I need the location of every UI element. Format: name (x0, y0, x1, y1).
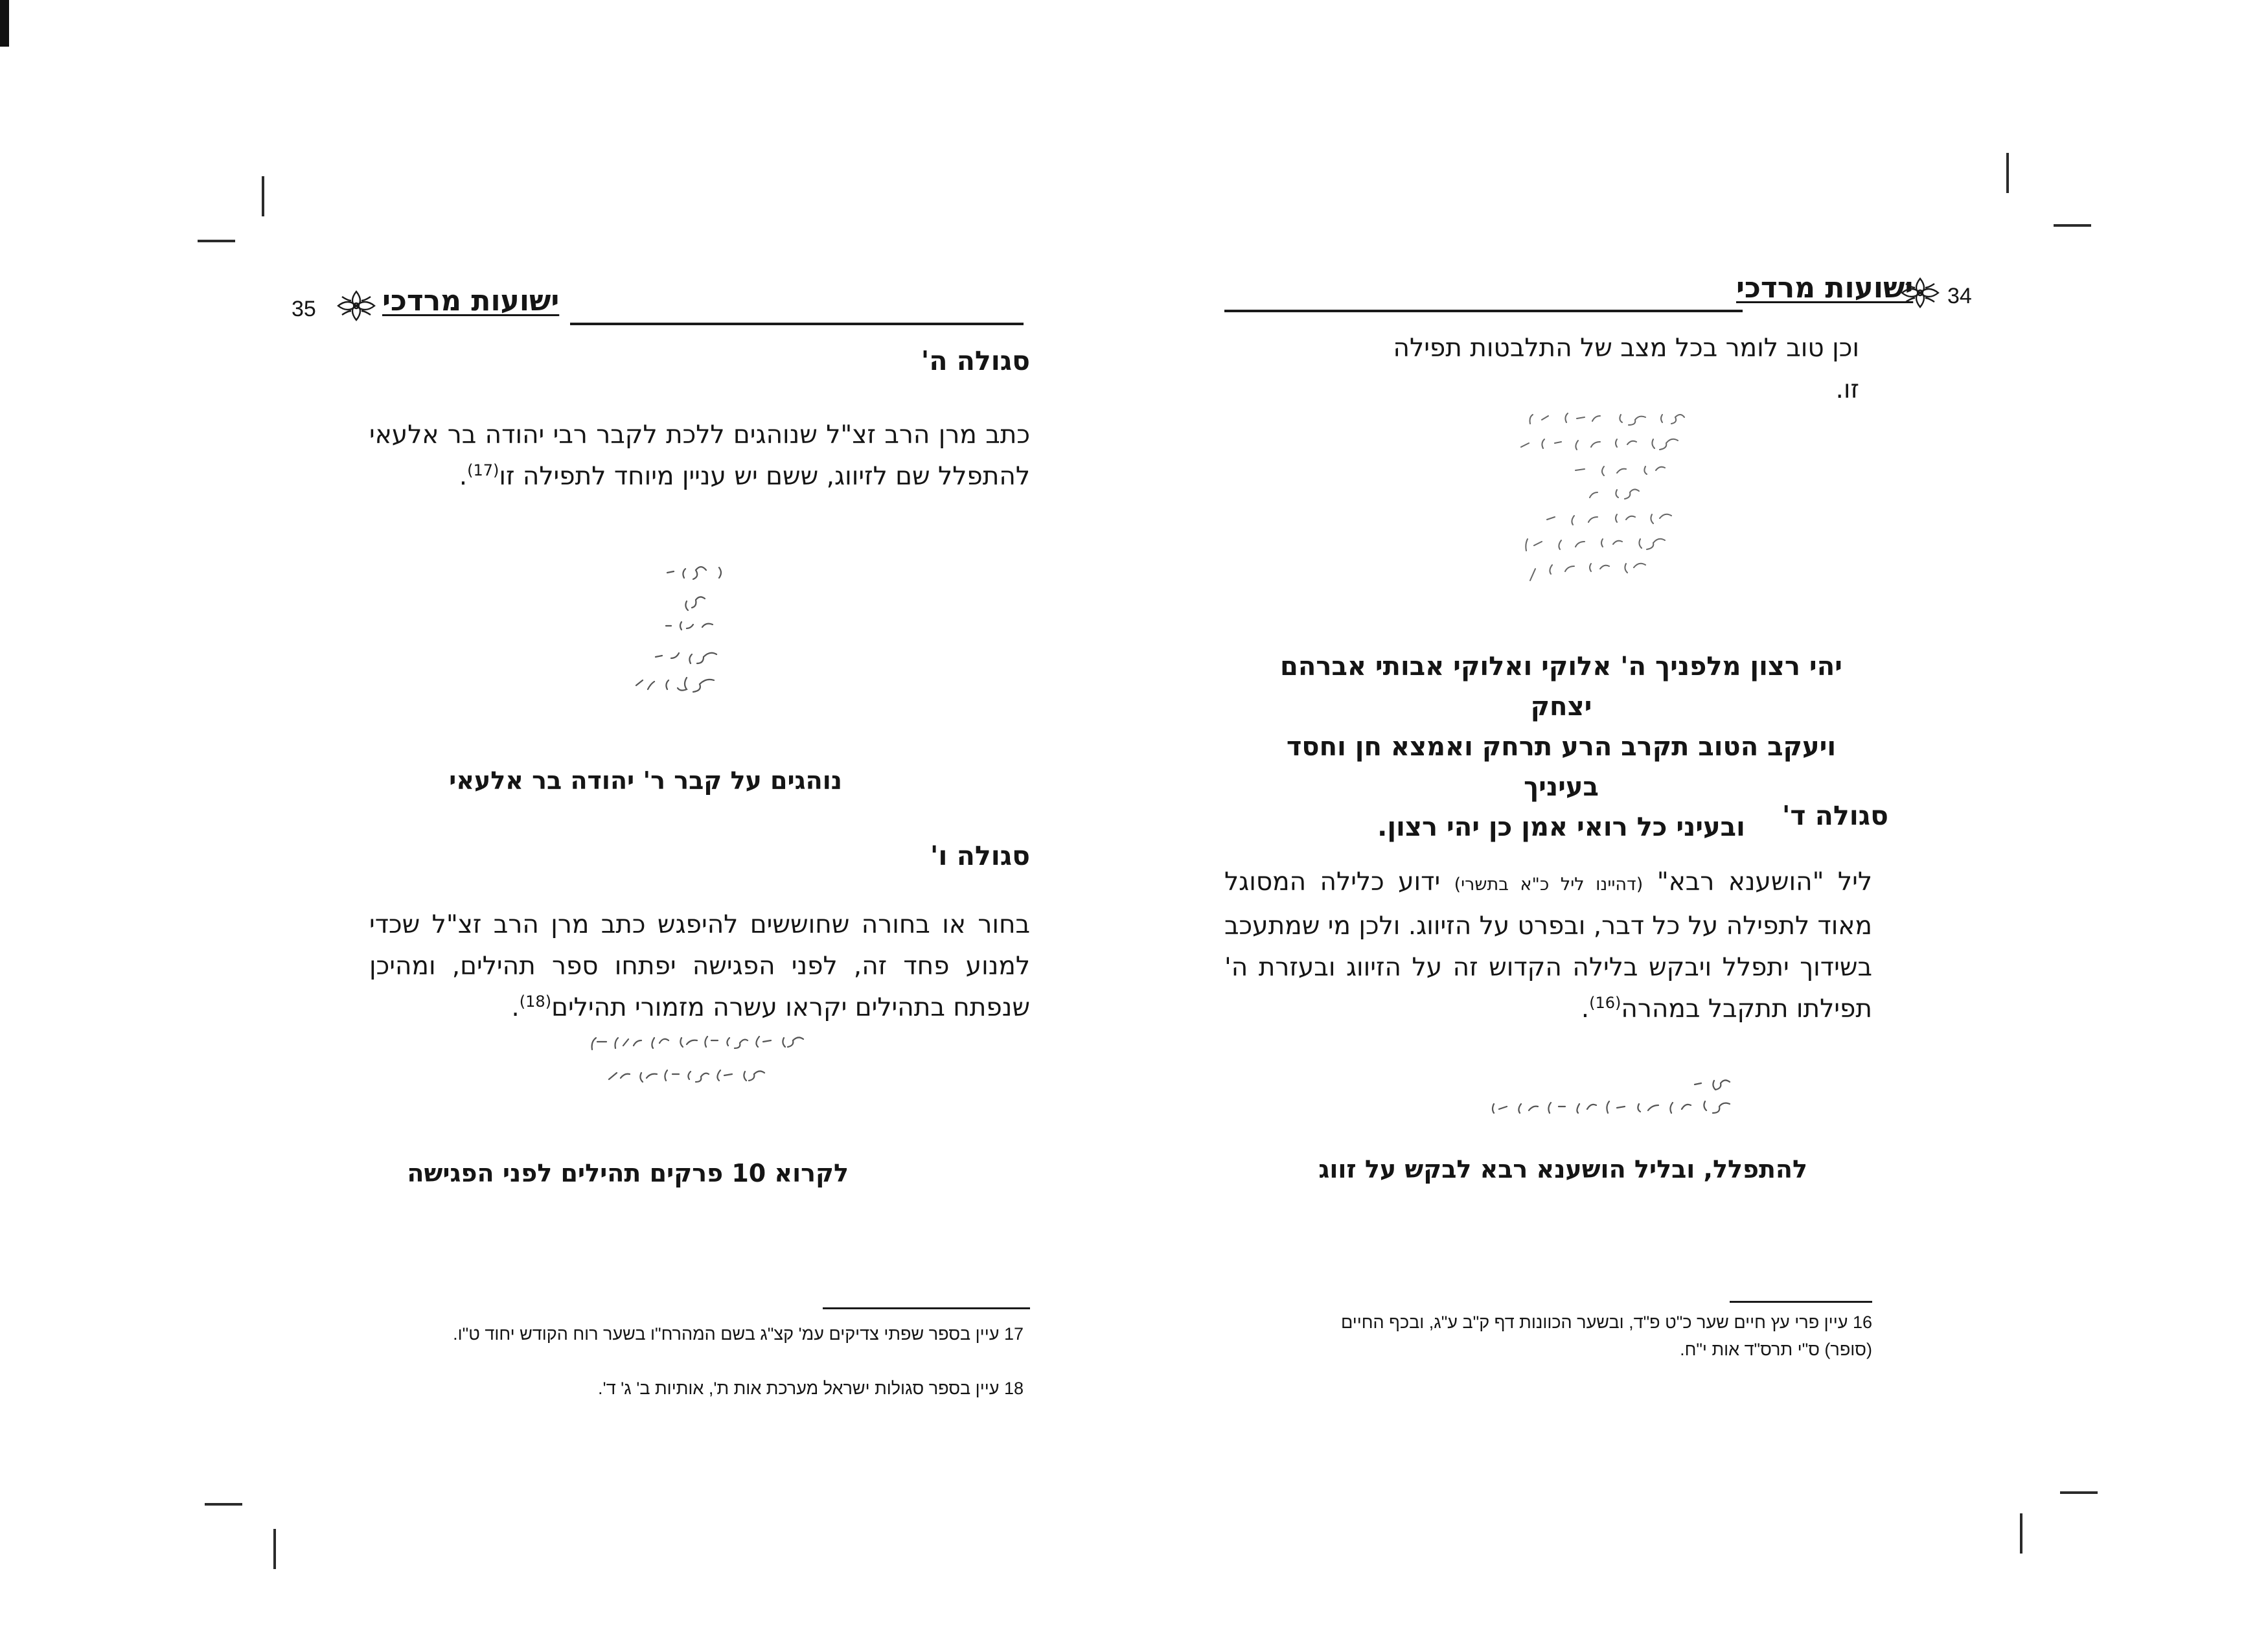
book-title: ישועות מרדכי (1736, 271, 1914, 304)
footnote-number: 16 (1852, 1313, 1872, 1332)
footnote-text: עיין בספר סגולות ישראל מערכת אות ת', אותיות ב' ג' ד'. (598, 1379, 1000, 1398)
prayer-block (1263, 647, 1859, 847)
crop-mark (2060, 1491, 2098, 1494)
footnote-reference: (18) (519, 992, 552, 1011)
body-parenthetical: (דהיינו ליל כ"א בתשרי) (1454, 875, 1644, 895)
image-caption: נוהגים על קבר ר' יהודה בר אלעאי (449, 766, 842, 795)
page-header (1224, 271, 1972, 330)
header-rule (1224, 310, 1743, 312)
crop-mark (205, 1503, 242, 1506)
header-rule (570, 323, 1024, 325)
footnote (389, 1320, 1024, 1348)
section-title: סגולה ו' (930, 840, 1030, 871)
prayer-line: ויעקב הטוב תקרב הרע תרחק ואמצא חן וחסד בעיניך (1286, 732, 1837, 802)
left-page (285, 272, 1030, 1438)
section-title: סגולה ד' (1781, 800, 1888, 831)
footnote-number: 18 (1003, 1379, 1024, 1398)
crop-mark (2054, 224, 2091, 227)
image-caption: לקרוא 10 פרקים תהילים לפני הפגישה (407, 1159, 849, 1187)
prayer-line: ובעיני כל רואי אמן כן יהי רצון. (1377, 812, 1745, 842)
section-body: בחור או בחורה שחוששים להיפגש כתב מרן הרב זצ"ל שכדי למנוע פחד זה, לפני הפגישה יפתחו ספר תהילים, ומהיכן שנפתח בתהילים יקראו עשרה מזמורי תהילים$^{(18)}$. (369, 910, 1030, 1022)
footnote-text: עיין פרי עץ חיים שער כ"ט פ"ד, ובשער הכוונות דף ק"ב ע"ג, ובכף החיים (סופר) ס"י תרס"ד אות י"ח. (1340, 1313, 1872, 1359)
section-body: כתב מרן הרב זצ"ל שנוהגים ללכת לקבר רבי יהודה בר אלעאי להתפלל שם לזיווג, ששם יש עניין מיוחד לתפילה זו$^{(17)}$. (369, 420, 1030, 491)
crop-mark (2020, 1513, 2022, 1554)
footnote-number: 17 (1003, 1324, 1024, 1344)
handwritten-note-image (609, 557, 739, 706)
book-title: ישועות מרדכי (382, 284, 560, 317)
page-number: 34 (1947, 284, 1972, 308)
right-page (1224, 271, 1972, 1438)
body-text: בחור או בחורה שחוששים להיפגש כתב מרן הרב זצ"ל שכדי למנוע פחד זה, לפני הפגישה יפתחו ספר תהילים, ומהיכן שנפתח בתהילים יקראו עשרה מזמורי תהילים (369, 910, 1030, 1022)
section-title: סגולה ה' (921, 345, 1030, 376)
body-text: כתב מרן הרב זצ"ל שנוהגים ללכת לקבר רבי יהודה בר אלעאי להתפלל שם לזיווג, ששם יש עניין מיוחד לתפילה זו (369, 420, 1030, 491)
footnote-rule (1730, 1301, 1872, 1303)
page-header (285, 272, 1030, 330)
handwritten-note-image (570, 1026, 816, 1104)
footnote-rule (823, 1307, 1030, 1309)
crop-mark (273, 1529, 276, 1569)
footnote-text: עיין בספר שפתי צדיקים עמ' קצ"ג בשם המהרח"ו בשער רוח הקודש יחוד ט"ו. (453, 1324, 1000, 1344)
scan-edge-mark (0, 0, 9, 47)
body-text: ליל "הושענא רבא" (1656, 867, 1872, 897)
image-caption: להתפלל, ובליל הושענא רבא לבקש על זווג (1318, 1155, 1807, 1184)
crop-mark (2006, 153, 2009, 193)
body-text: ידוע כלילה המסוגל מאוד לתפילה על כל דבר, ובפרט על הזיווג. ולכן מי שמתעכב בשידוך יתפלל ויבקש בלילה הקדוש זה על הזיווג ובעזרת ה' תפילתו תתקבל במהרה (1224, 867, 1872, 1024)
footnote (389, 1375, 1024, 1402)
section-body: ליל "הושענא רבא" (דהיינו ליל כ"א בתשרי) ידוע כלילה המסוגל מאוד לתפילה על כל דבר, ובפרט על הזיווג. ולכן מי שמתעכב בשידוך יתפלל ויבקש בלילה הקדוש זה על הזיווג ובעזרת ה' תפילתו תתקבל במהרה$^{(16)}$. (1224, 867, 1872, 1024)
handwritten-note-image (1471, 1068, 1743, 1132)
handwritten-prayer-image (1471, 402, 1704, 596)
crop-mark (198, 240, 235, 242)
prayer-line: יהי רצון מלפניך ה' אלוקי ואלוקי אבותי אברהם יצחק (1280, 652, 1842, 722)
footnote (1322, 1309, 1872, 1363)
ornament-icon (1899, 276, 1941, 310)
crop-mark (262, 176, 264, 216)
page-number: 35 (292, 297, 316, 321)
ornament-icon (336, 289, 377, 323)
footnote-reference: (16) (1589, 994, 1621, 1012)
intro-line: וכן טוב לומר בכל מצב של התלבטות תפילה זו. (1393, 334, 1859, 404)
footnote-reference: (17) (467, 461, 499, 479)
